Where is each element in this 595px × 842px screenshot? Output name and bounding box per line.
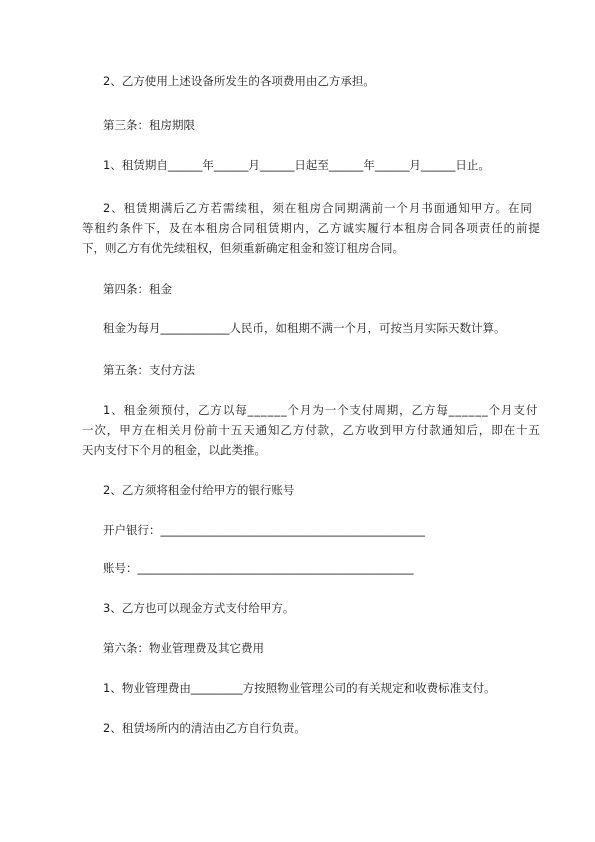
renewal-clause-line-1: 2、租赁期满后乙方若需续租，须在租房合同期满前一个月书面通知甲方。在同 (103, 201, 533, 215)
payment-clause-line-3: 天内支付下个月的租金，以此类推。 (82, 443, 266, 457)
account-number-field: 账号：________________________________________________ (103, 561, 414, 575)
payment-clause-line-2: 一次，甲方在相关月份前十五天通知乙方付款，乙方收到甲方付款通知后，即在十五 (82, 423, 541, 437)
bank-account-clause: 2、乙方须将租金付给甲方的银行账号 (103, 483, 295, 497)
article-6-heading: 第六条：物业管理费及其它费用 (103, 641, 264, 655)
article-3-heading: 第三条：租房期限 (103, 118, 195, 132)
cleaning-clause: 2、租赁场所内的清洁由乙方自行负责。 (103, 721, 306, 735)
payment-clause-line-1: 1、租金须预付，乙方以每______个月为一个支付周期，乙方每______个月支付 (103, 403, 539, 417)
renewal-clause-line-2: 等租约条件下，及在本租房合同租赁期内，乙方诚实履行本租房合同各项责任的前提 (82, 221, 541, 235)
cash-payment-clause: 3、乙方也可以现金方式支付给甲方。 (103, 601, 295, 615)
article-4-heading: 第四条：租金 (103, 282, 172, 296)
clause-2-2: 2、乙方使用上述设备所发生的各项费用由乙方承担。 (103, 74, 375, 88)
article-5-heading: 第五条：支付方法 (103, 363, 195, 377)
renewal-clause-line-3: 下，则乙方有优先续租权，但须重新确定租金和签订租房合同。 (82, 241, 404, 255)
rent-clause: 租金为每月____________人民币，如租期不满一个月，可按当月实际天数计算。 (103, 321, 506, 335)
lease-term-clause: 1、租赁期自______年______月______日起至______年______月______日止。 (103, 158, 490, 172)
bank-name-field: 开户银行：______________________________________________ (103, 523, 425, 537)
property-fee-clause: 1、物业管理费由_________方按照物业管理公司的有关规定和收费标准支付。 (103, 681, 496, 695)
